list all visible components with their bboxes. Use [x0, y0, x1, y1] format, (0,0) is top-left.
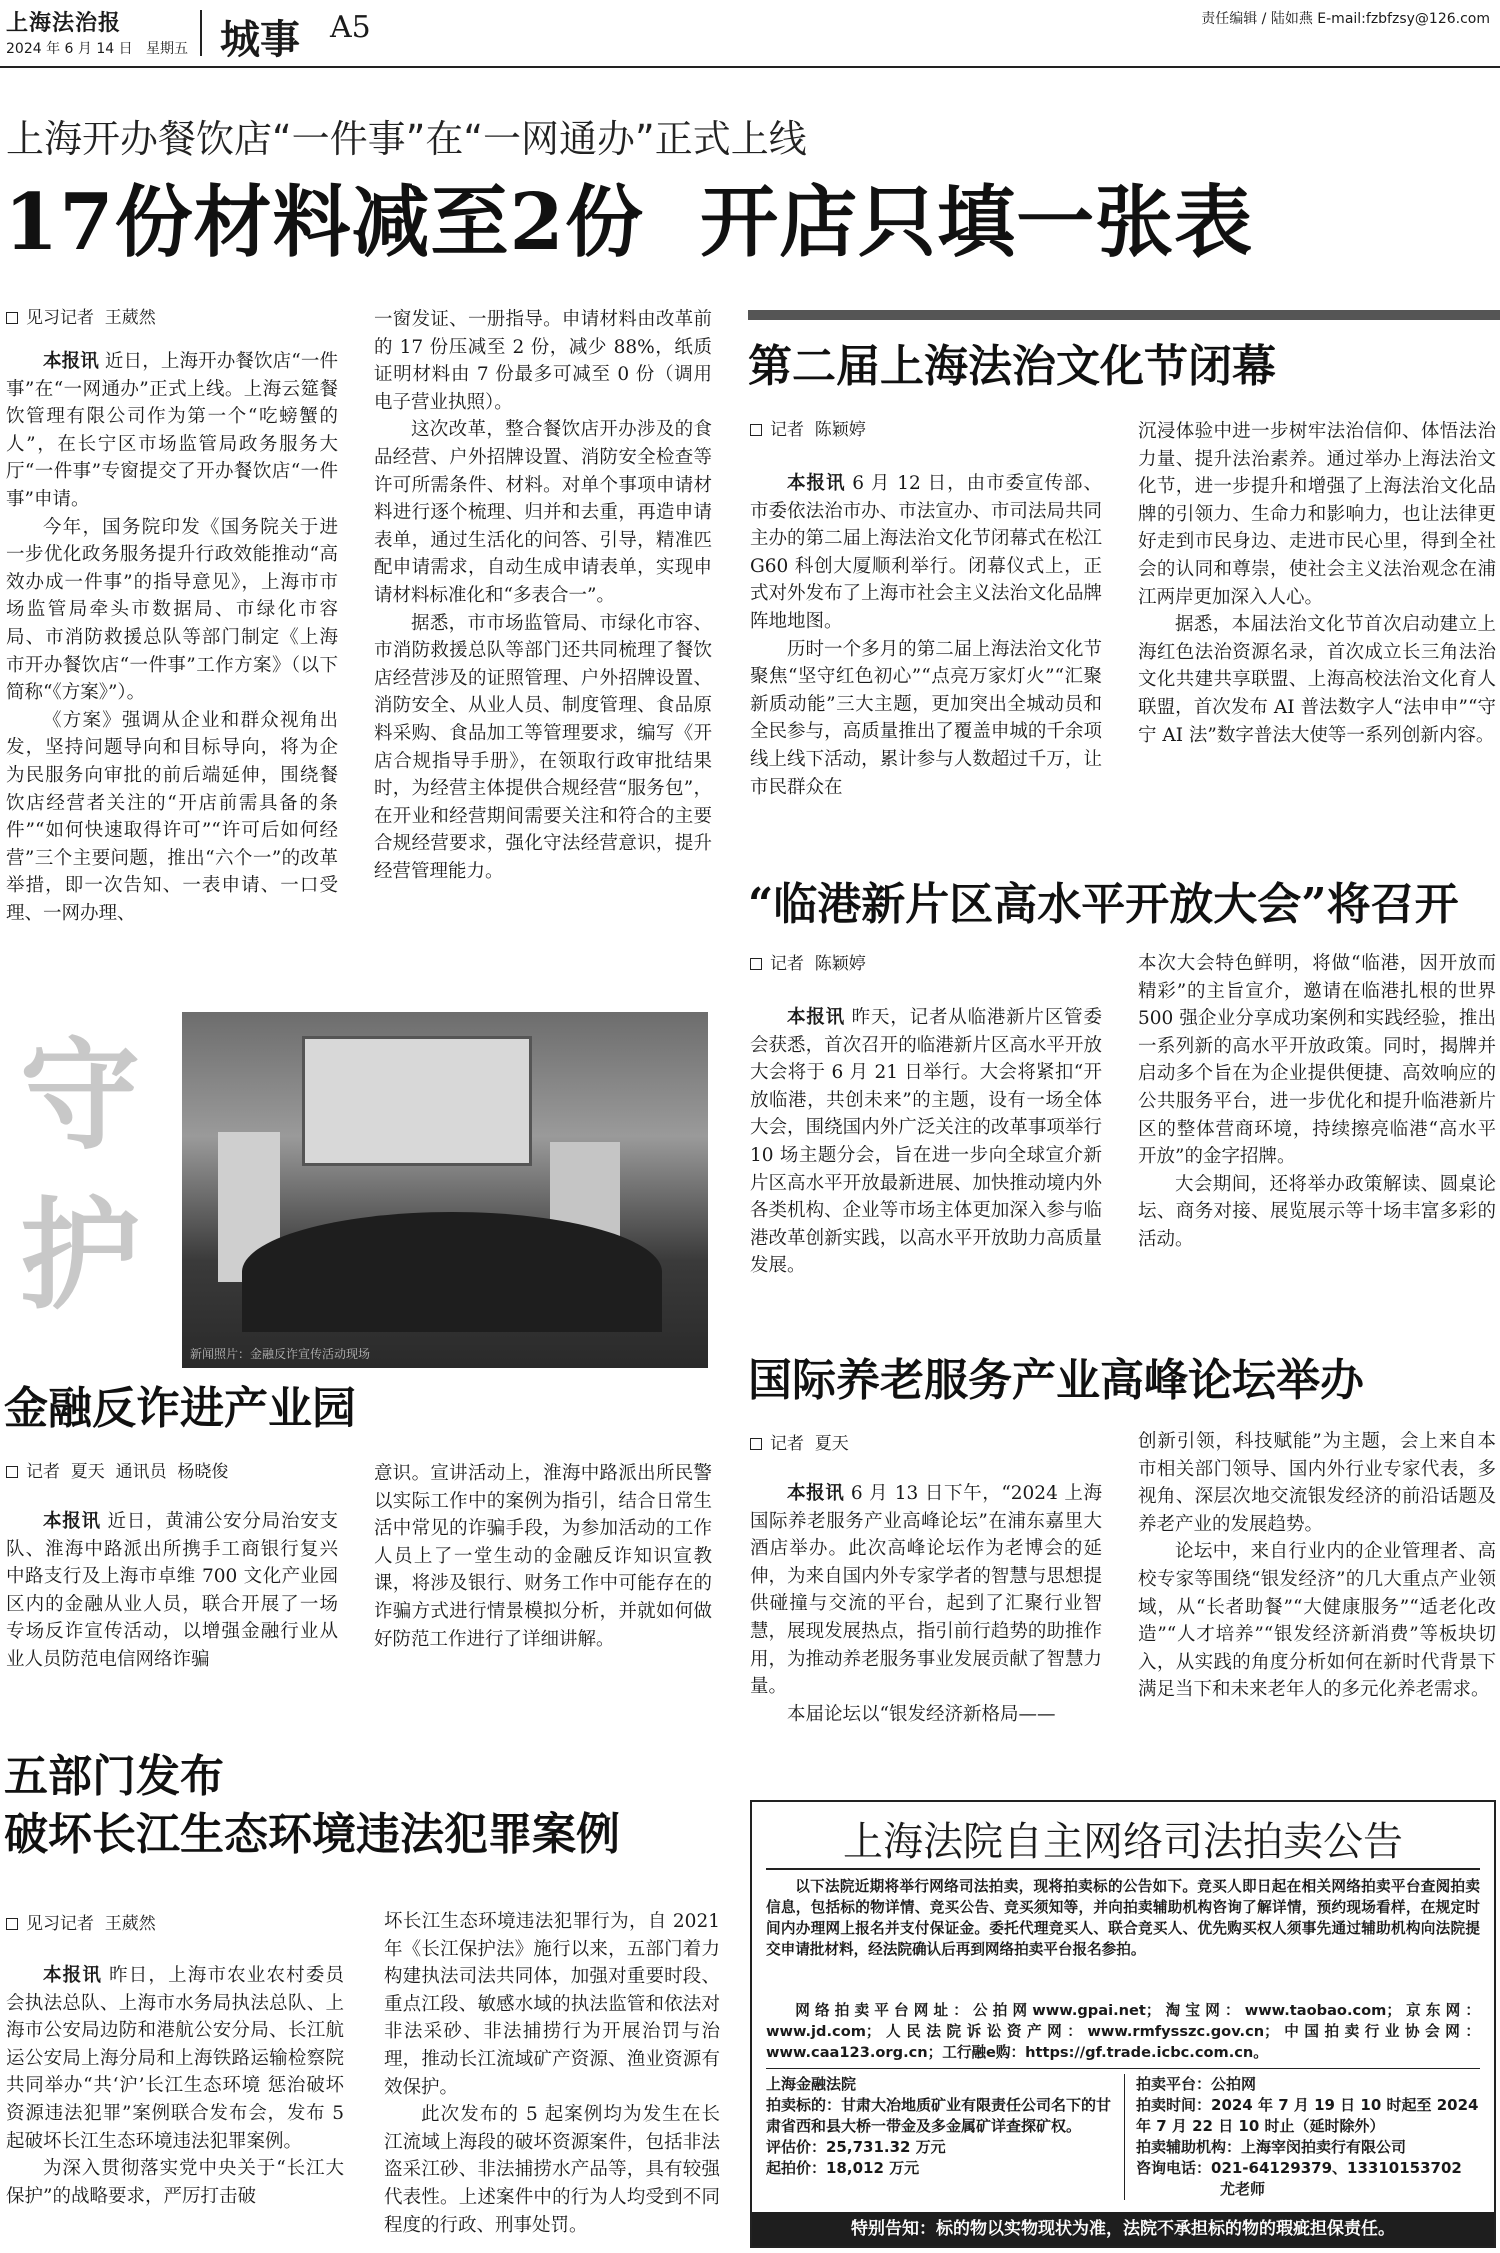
paragraph	[384, 1908, 720, 2101]
paragraph	[6, 1962, 344, 2155]
auction-intro-text: 以下法院近期将举行网络司法拍卖，现将拍卖标的公告如下。竞买人即日起在相关网络拍卖平台查阅拍卖信息，包括标的物详情、竞买公告、竞买须知等，并向拍卖辅助机构咨询了解详情，预约现场看样，在规定时间内办理网上报名并支付保证金。委托代理竞买人、联合竞买人、优先购买权人须事先通过辅助机构向法院提交申请批材料，经法院确认后再到网络拍卖平台报名参拍。	[766, 1878, 1480, 1958]
lead-col-1	[6, 348, 338, 952]
editor-credit: 责任编辑 / 陆如燕 E-mail:fzbfzsy@126.com	[1201, 11, 1490, 27]
paragraph	[1138, 611, 1496, 749]
culture-byline	[750, 418, 866, 442]
paragraph-text: 论坛中，来自行业内的企业管理者、高校专家等围绕“银发经济”的几大重点产业领域，从“长者助餐”“大健康服务”“适老化改造”“人才培养”“银发经济新消费”等板块切入，从实践的角度分析如何在新时代背景下满足当下和未来老年人的多元化养老需求。	[1138, 1541, 1496, 1701]
finance-col-2	[374, 1460, 712, 1690]
byline-text: 记者 陈颖婷	[770, 954, 866, 974]
photo-caption: 新闻照片：金融反诈宣传活动现场	[190, 1347, 371, 1361]
lingang-col-2	[1138, 950, 1496, 1304]
paragraph	[750, 636, 1102, 802]
paragraph-text: 创新引领，科技赋能”为主题，会上来自本市相关部门领导、国内外行业专家代表，多视角、深层次地交流银发经济的前沿话题及养老产业的发展趋势。	[1138, 1431, 1496, 1535]
culture-headline: 第二届上海法治文化节闭幕	[748, 341, 1276, 392]
masthead-divider	[200, 10, 202, 56]
paragraph	[750, 1004, 1102, 1280]
lead-headline: 17份材料减至2份 开店只填一张表	[4, 177, 1254, 268]
paragraph-text: 昨日，上海市农业农村委员会执法总队、上海市水务局执法总队、上海市公安局边防和港航公安分局、长江航运公安局上海分局和上海铁路运输检察院共同举办“共‘沪’长江生态环境 惩治破坏资源违法犯罪”案例联合发布会，发布 5 起破坏长江生态环境违法犯罪案例。	[6, 1965, 344, 2152]
auction-title: 上海法院自主网络司法拍卖公告	[843, 1819, 1403, 1865]
vertical-char-2: 护	[20, 1185, 140, 1326]
finance-headline: 金融反诈进产业园	[4, 1383, 356, 1434]
byline-box-icon	[6, 312, 18, 324]
auction-platform: 拍卖平台：公拍网	[1136, 2075, 1257, 2093]
paragraph-text: 6 月 12 日，由市委宣传部、市委依法治市办、市法宣办、市司法局共同主办的第二届上海法治文化节闭幕式在松江 G60 科创大厦顺利举行。闭幕仪式上，正式对外发布了上海市社会主义法治文化品牌阵地地图。	[750, 473, 1102, 632]
byline-text: 记者 陈颖婷	[770, 420, 866, 440]
auction-intro	[766, 1876, 1480, 1960]
lead-byline	[6, 306, 156, 330]
auction-agency: 拍卖辅助机构：上海宰闵拍卖行有限公司	[1136, 2138, 1407, 2156]
elderly-col-2	[1138, 1428, 1496, 1776]
auction-title-rule	[766, 1868, 1480, 1870]
elderly-col-1	[750, 1480, 1102, 1776]
paragraph	[1138, 1538, 1496, 1704]
paragraph-text: 近日，黄浦公安分局治安支队、淮海中路派出所携手工商银行复兴中路支行及上海市卓维 700 文化产业园区内的金融从业人员，联合开展了一场专场反诈宣传活动，以增强金融行业从业人员防范电信网络诈骗	[6, 1511, 338, 1670]
paragraph-text: 今年，国务院印发《国务院关于进一步优化政务服务提升行政效能推动“高效办成一件事”的指导意见》，上海市市场监管局牵头市数据局、市绿化市容局、市消防救援总队等部门制定《上海市开办餐饮店“一件事”工作方案》（以下简称“《方案》”）。	[6, 516, 338, 704]
paragraph	[374, 416, 712, 609]
paragraph	[6, 348, 338, 514]
paragraph	[1138, 418, 1496, 611]
auction-phone: 咨询电话：021-64129379、13310153702	[1136, 2159, 1462, 2177]
yangtze-headline-1: 五部门发布	[4, 1751, 224, 1802]
paragraph-text: 一窗发证、一册指导。申请材料由改革前的 17 份压减至 2 份，减少 88%，纸质证明材料由 7 份最多可减至 0 份（调用电子营业执照）。	[374, 309, 712, 413]
auction-time: 拍卖时间：2024 年 7 月 19 日 10 时起至 2024 年 7 月 22 日 10 时止（延时除外）	[1136, 2096, 1479, 2135]
paragraph	[374, 610, 712, 886]
paragraph-text: 据悉，市市场监管局、市绿化市容、市消防救援总队等部门还共同梳理了餐饮店经营涉及的证照管理、户外招牌设置、消防安全、从业人员、制度管理、食品原料采购、食品加工等管理要求，编写《开店合规指导手册》，在领取行政审批结果时，为经营主体提供合规经营“服务包”，在开业和经营期间需要关注和符合的主要合规经营要求，强化守法经营意识，提升经营管理能力。	[374, 612, 712, 882]
auction-valuation: 评估价：25,731.32 万元	[766, 2138, 946, 2156]
paper-name: 上海法治报	[6, 10, 122, 36]
auction-mid-rule	[766, 2068, 1480, 2069]
byline-text: 见习记者 王葳然	[26, 1914, 156, 1934]
dateline: 本报讯	[787, 1483, 845, 1504]
auction-start-price: 起拍价：18,012 万元	[766, 2159, 920, 2177]
masthead	[0, 0, 1500, 68]
paragraph-text: 本届论坛以“银发经济新格局——	[787, 1703, 1056, 1725]
dateline: 本报讯	[787, 473, 846, 494]
paragraph	[384, 2101, 720, 2239]
culture-col-1	[750, 470, 1102, 840]
news-photo	[182, 1012, 708, 1368]
lingang-headline: “临港新片区高水平开放大会”将召开	[748, 879, 1459, 930]
yangtze-byline	[6, 1912, 156, 1936]
elderly-headline: 国际养老服务产业高峰论坛举办	[748, 1355, 1364, 1406]
paragraph	[6, 707, 338, 928]
paragraph	[750, 1701, 1102, 1729]
paragraph-text: 历时一个多月的第二届上海法治文化节聚焦“坚守红色初心”“点亮万家灯火”“汇聚新质动能”三大主题，更加突出全城动员和全民参与，高质量推出了覆盖申城的千余项线上线下活动，累计参与人数超过千万，让市民群众在	[750, 638, 1102, 798]
yangtze-col-1	[6, 1962, 344, 2248]
elderly-byline	[750, 1432, 849, 1456]
paragraph	[6, 1508, 338, 1674]
lead-kicker: 上海开办餐饮店“一件事”在“一网通办”正式上线	[6, 117, 807, 161]
photo-table	[242, 1212, 662, 1332]
lead-col-2	[374, 306, 712, 952]
paragraph-text: 坏长江生态环境违法犯罪行为，自 2021 年《长江保护法》施行以来，五部门着力构建执法司法共同体，加强对重要时段、重点江段、敏感水域的执法监管和依法对非法采砂、非法捕捞行为开展治罚与治理，推动长江流域矿产资源、渔业资源有效保护。	[384, 1911, 720, 2098]
vertical-char-1: 守	[20, 1025, 140, 1166]
finance-col-1	[6, 1508, 338, 1694]
paragraph	[750, 1480, 1102, 1701]
paragraph	[1138, 1428, 1496, 1538]
page-number: A5	[330, 10, 371, 45]
paragraph-text: 昨天，记者从临港新片区管委会获悉，首次召开的临港新片区高水平开放大会将于 6 月 21 日举行。大会将紧扣“开放临港，共创未来”的主题，设有一场全体大会，围绕国内外广泛关注的改革事项举行 10 场主题分会，旨在进一步向全球宣介新片区高水平开放最新进展、加快推动境内外各类机构、企业等市场主体更加深入参与临港改革创新实践，以高水平开放助力高质量发展。	[750, 1007, 1102, 1277]
auction-item: 拍卖标的：甘肃大冶地质矿业有限责任公司名下的甘肃省西和县大桥一带金及多金属矿详查探矿权。	[766, 2096, 1112, 2135]
paragraph	[1138, 1171, 1496, 1254]
paragraph-text: 此次发布的 5 起案例均为发生在长江流域上海段的破坏资源案件，包括非法盗采江砂、非法捕捞水产品等，具有较强代表性。上述案件中的行为人均受到不同程度的行政、刑事处罚。	[384, 2104, 720, 2236]
auction-left-block	[766, 2074, 1114, 2179]
byline-text: 记者 夏天	[770, 1434, 849, 1454]
byline-box-icon	[6, 1466, 18, 1478]
byline-text: 记者 夏天 通讯员 杨晓俊	[26, 1462, 229, 1482]
photo-screen	[302, 1036, 532, 1166]
paragraph	[1138, 950, 1496, 1171]
paragraph-text: 据悉，本届法治文化节首次启动建立上海红色法治资源名录，首次成立长三角法治文化共建共享联盟、上海高校法治文化育人联盟，首次发布 AI 普法数字人“法申申”“守宁 AI 法”数字普法大使等一系列创新内容。	[1138, 614, 1496, 746]
finance-byline	[6, 1460, 228, 1484]
dateline: 本报讯	[43, 1511, 101, 1532]
paragraph-text: 大会期间，还将举办政策解读、圆桌论坛、商务对接、展览展示等十场丰富多彩的活动。	[1138, 1173, 1496, 1250]
dateline: 本报讯	[787, 1007, 845, 1028]
byline-box-icon	[750, 1438, 762, 1450]
byline-box-icon	[750, 958, 762, 970]
auction-right-block	[1136, 2074, 1480, 2200]
paragraph-text: 《方案》强调从企业和群众视角出发，坚持问题导向和目标导向，将为企为民服务向审批的前后端延伸，围绕餐饮店经营者关注的“开店前需具备的条件”“如何快速取得许可”“许可后如何经营”三个主要问题，推出“六个一”的改革举措，即一次告知、一表申请、一口受理、一网办理、	[6, 709, 338, 924]
auction-special-notice: 特别告知：标的物以实物现状为准，法院不承担标的物的瑕疵担保责任。	[752, 2212, 1494, 2246]
auction-platforms-text: 网络拍卖平台网址：公拍网www.gpai.net；淘宝网：www.taobao.com；京东网：www.jd.com；人民法院诉讼资产网：www.rmfysszc.gov.cn；中国拍卖行业协会网：www.caa123.org.cn；工行融e购：https://gf.trade.icbc.com.cn。	[766, 2002, 1480, 2061]
byline-box-icon	[6, 1918, 18, 1930]
paragraph-text: 意识。宣讲活动上，淮海中路派出所民警以实际工作中的案例为指引，结合日常生活中常见的诈骗手段，为参加活动的工作人员上了一堂生动的金融反诈知识宣教课，将涉及银行、财务工作中可能存在的诈骗方式进行情景模拟分析，并就如何做好防范工作进行了详细讲解。	[374, 1463, 712, 1650]
paragraph	[6, 2155, 344, 2210]
auction-court: 上海金融法院	[766, 2075, 857, 2093]
paragraph	[374, 306, 712, 416]
auction-platforms	[766, 2000, 1480, 2063]
byline-box-icon	[750, 424, 762, 436]
dateline: 本报讯	[43, 1965, 103, 1986]
auction-notice	[750, 1800, 1496, 2248]
auction-col-divider	[1124, 2074, 1125, 2200]
culture-col-2	[1138, 418, 1496, 838]
lingang-col-1	[750, 1004, 1102, 1304]
paragraph-text: 沉浸体验中进一步树牢法治信仰、体悟法治力量、提升法治素养。通过举办上海法治文化节，进一步提升和增强了上海法治文化品牌的引领力、生命力和影响力，也让法律更好走到市民身边、走进市民心里，得到全社会的认同和尊崇，使社会主义法治观念在浦江两岸更加深入人心。	[1138, 421, 1496, 608]
paragraph	[6, 514, 338, 707]
section-name: 城事	[220, 16, 300, 63]
auction-contact: 尤老师	[1220, 2180, 1266, 2198]
paragraph	[750, 470, 1102, 636]
paragraph-text: 近日，上海开办餐饮店“一件事”在“一网通办”正式上线。上海云筵餐饮管理有限公司作为第一个“吃螃蟹的人”，在长宁区市场监管局政务服务大厅“一件事”专窗提交了开办餐饮店“一件事”申请。	[6, 351, 338, 510]
lingang-byline	[750, 952, 866, 976]
dateline: 本报讯	[43, 351, 99, 372]
yangtze-col-2	[384, 1908, 720, 2248]
byline-text: 见习记者 王葳然	[26, 308, 156, 328]
issue-date: 2024 年 6 月 14 日 星期五	[6, 41, 188, 57]
paragraph-text: 为深入贯彻落实党中央关于“长江大保护”的战略要求，严厉打击破	[6, 2158, 344, 2207]
paragraph-text: 这次改革，整合餐饮店开办涉及的食品经营、户外招牌设置、消防安全检查等许可所需条件、材料。对单个事项申请材料进行逐个梳理、归并和去重，再造申请表单，通过生活化的问答、引导，精准匹配申请需求，自动生成申请表单，实现申请材料标准化和“多表合一”。	[374, 419, 712, 606]
paragraph-text: 本次大会特色鲜明，将做“临港，因开放而精彩”的主旨宣介，邀请在临港扎根的世界 500 强企业分享成功案例和实践经验，推出一系列新的高水平开放政策。同时，揭牌并启动多个旨在为企业提供便捷、高效响应的公共服务平台，进一步优化和提升临港新片区的整体营商环境，持续擦亮临港“高水平开放”的金字招牌。	[1138, 953, 1496, 1168]
paragraph-text: 6 月 13 日下午，“2024 上海国际养老服务产业高峰论坛”在浦东嘉里大酒店举办。此次高峰论坛作为老博会的延伸，为来自国内外专家学者的智慧与思想提供碰撞与交流的平台，起到了汇聚行业智慧，展现发展热点，指引前行趋势的助推作用，为推动养老服务事业发展贡献了智慧力量。	[750, 1483, 1102, 1698]
yangtze-headline-2: 破坏长江生态环境违法犯罪案例	[4, 1809, 620, 1860]
paragraph	[374, 1460, 712, 1653]
culture-top-rule	[748, 310, 1500, 320]
masthead-rule	[0, 66, 1500, 68]
